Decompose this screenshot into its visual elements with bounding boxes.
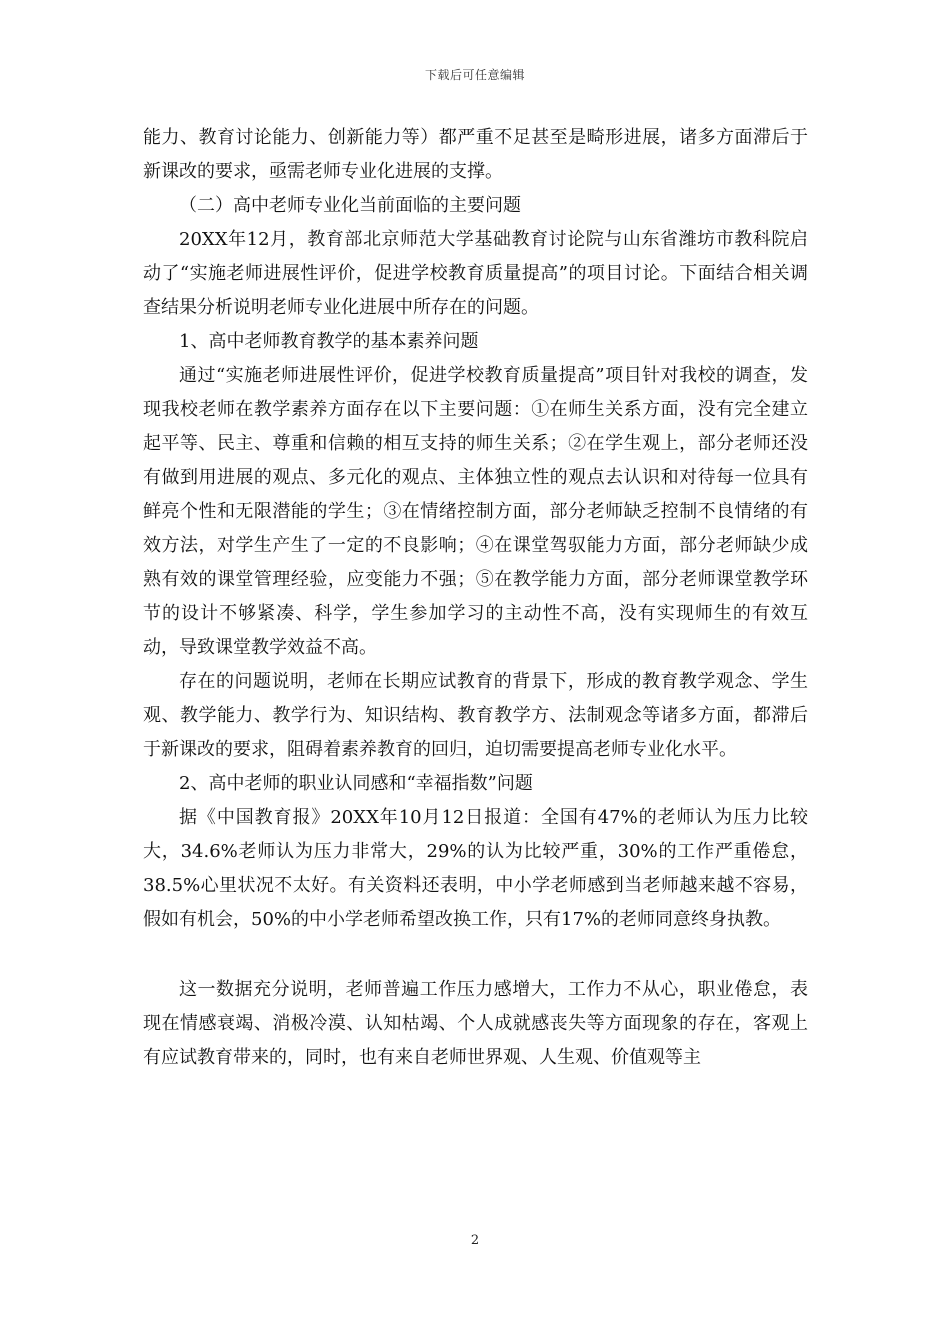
paragraph: 通过“实施老师进展性评价，促进学校教育质量提高”项目针对我校的调查，发现我校老师在教学素养方面存在以下主要问题：①在师生关系方面，没有完全建立起平等、民主、尊重和信赖的相互支持的师生关系；②在学生观上，部分老师还没有做到用进展的观点、多元化的观点、主体独立性的观点去认识和对待每一位具有鲜亮个性和无限潜能的学生；③在情绪控制方面，部分老师缺乏控制不良情绪的有效方法，对学生产生了一定的不良影响；④在课堂驾驭能力方面，部分老师缺少成熟有效的课堂管理经验，应变能力不强；⑤在教学能力方面，部分老师课堂教学环节的设计不够紧凑、科学，学生参加学习的主动性不高，没有实现师生的有效互动，导致课堂教学效益不高。 <box>143 365 808 658</box>
page-header: 下载后可任意编辑 <box>424 68 525 82</box>
subsection-heading: 1、高中老师教育教学的基本素养问题 <box>179 331 479 352</box>
paragraph-continuation: 能力、教育讨论能力、创新能力等）都严重不足甚至是畸形进展，诸多方面滞后于新课改的要求，亟需老师专业化进展的支撑。 <box>143 127 808 182</box>
page-number: 2 <box>470 1233 480 1248</box>
paragraph: 存在的问题说明，老师在长期应试教育的背景下，形成的教育教学观念、学生观、教学能力、教学行为、知识结构、教育教学方、法制观念等诸多方面，都滞后于新课改的要求，阻碍着素养教育的回归，迫切需要提高老师专业化水平。 <box>143 671 808 760</box>
paragraph: 据《中国教育报》20XX年10月12日报道：全国有47%的老师认为压力比较大，34.6%老师认为压力非常大，29%的认为比较严重，30%的工作严重倦怠，38.5%心里状况不太好。有关资料还表明，中小学老师感到当老师越来越不容易，假如有机会，50%的中小学老师希望改换工作，只有17%的老师同意终身执教。 <box>143 807 808 930</box>
document-body <box>143 121 808 1075</box>
paragraph: 这一数据充分说明，老师普遍工作压力感增大，工作力不从心，职业倦怠，表现在情感衰竭、消极冷漠、认知枯竭、个人成就感丧失等方面现象的存在，客观上有应试教育带来的，同时，也有来自老师世界观、人生观、价值观等主 <box>143 979 808 1068</box>
paragraph: 20XX年12月，教育部北京师范大学基础教育讨论院与山东省潍坊市教科院启动了“实施老师进展性评价，促进学校教育质量提高”的项目讨论。下面结合相关调查结果分析说明老师专业化进展中所存在的问题。 <box>143 229 808 318</box>
subsection-heading: 2、高中老师的职业认同感和“幸福指数”问题 <box>179 773 533 794</box>
paragraph-spacer <box>143 937 808 973</box>
section-heading: （二）高中老师专业化当前面临的主要问题 <box>179 195 521 216</box>
